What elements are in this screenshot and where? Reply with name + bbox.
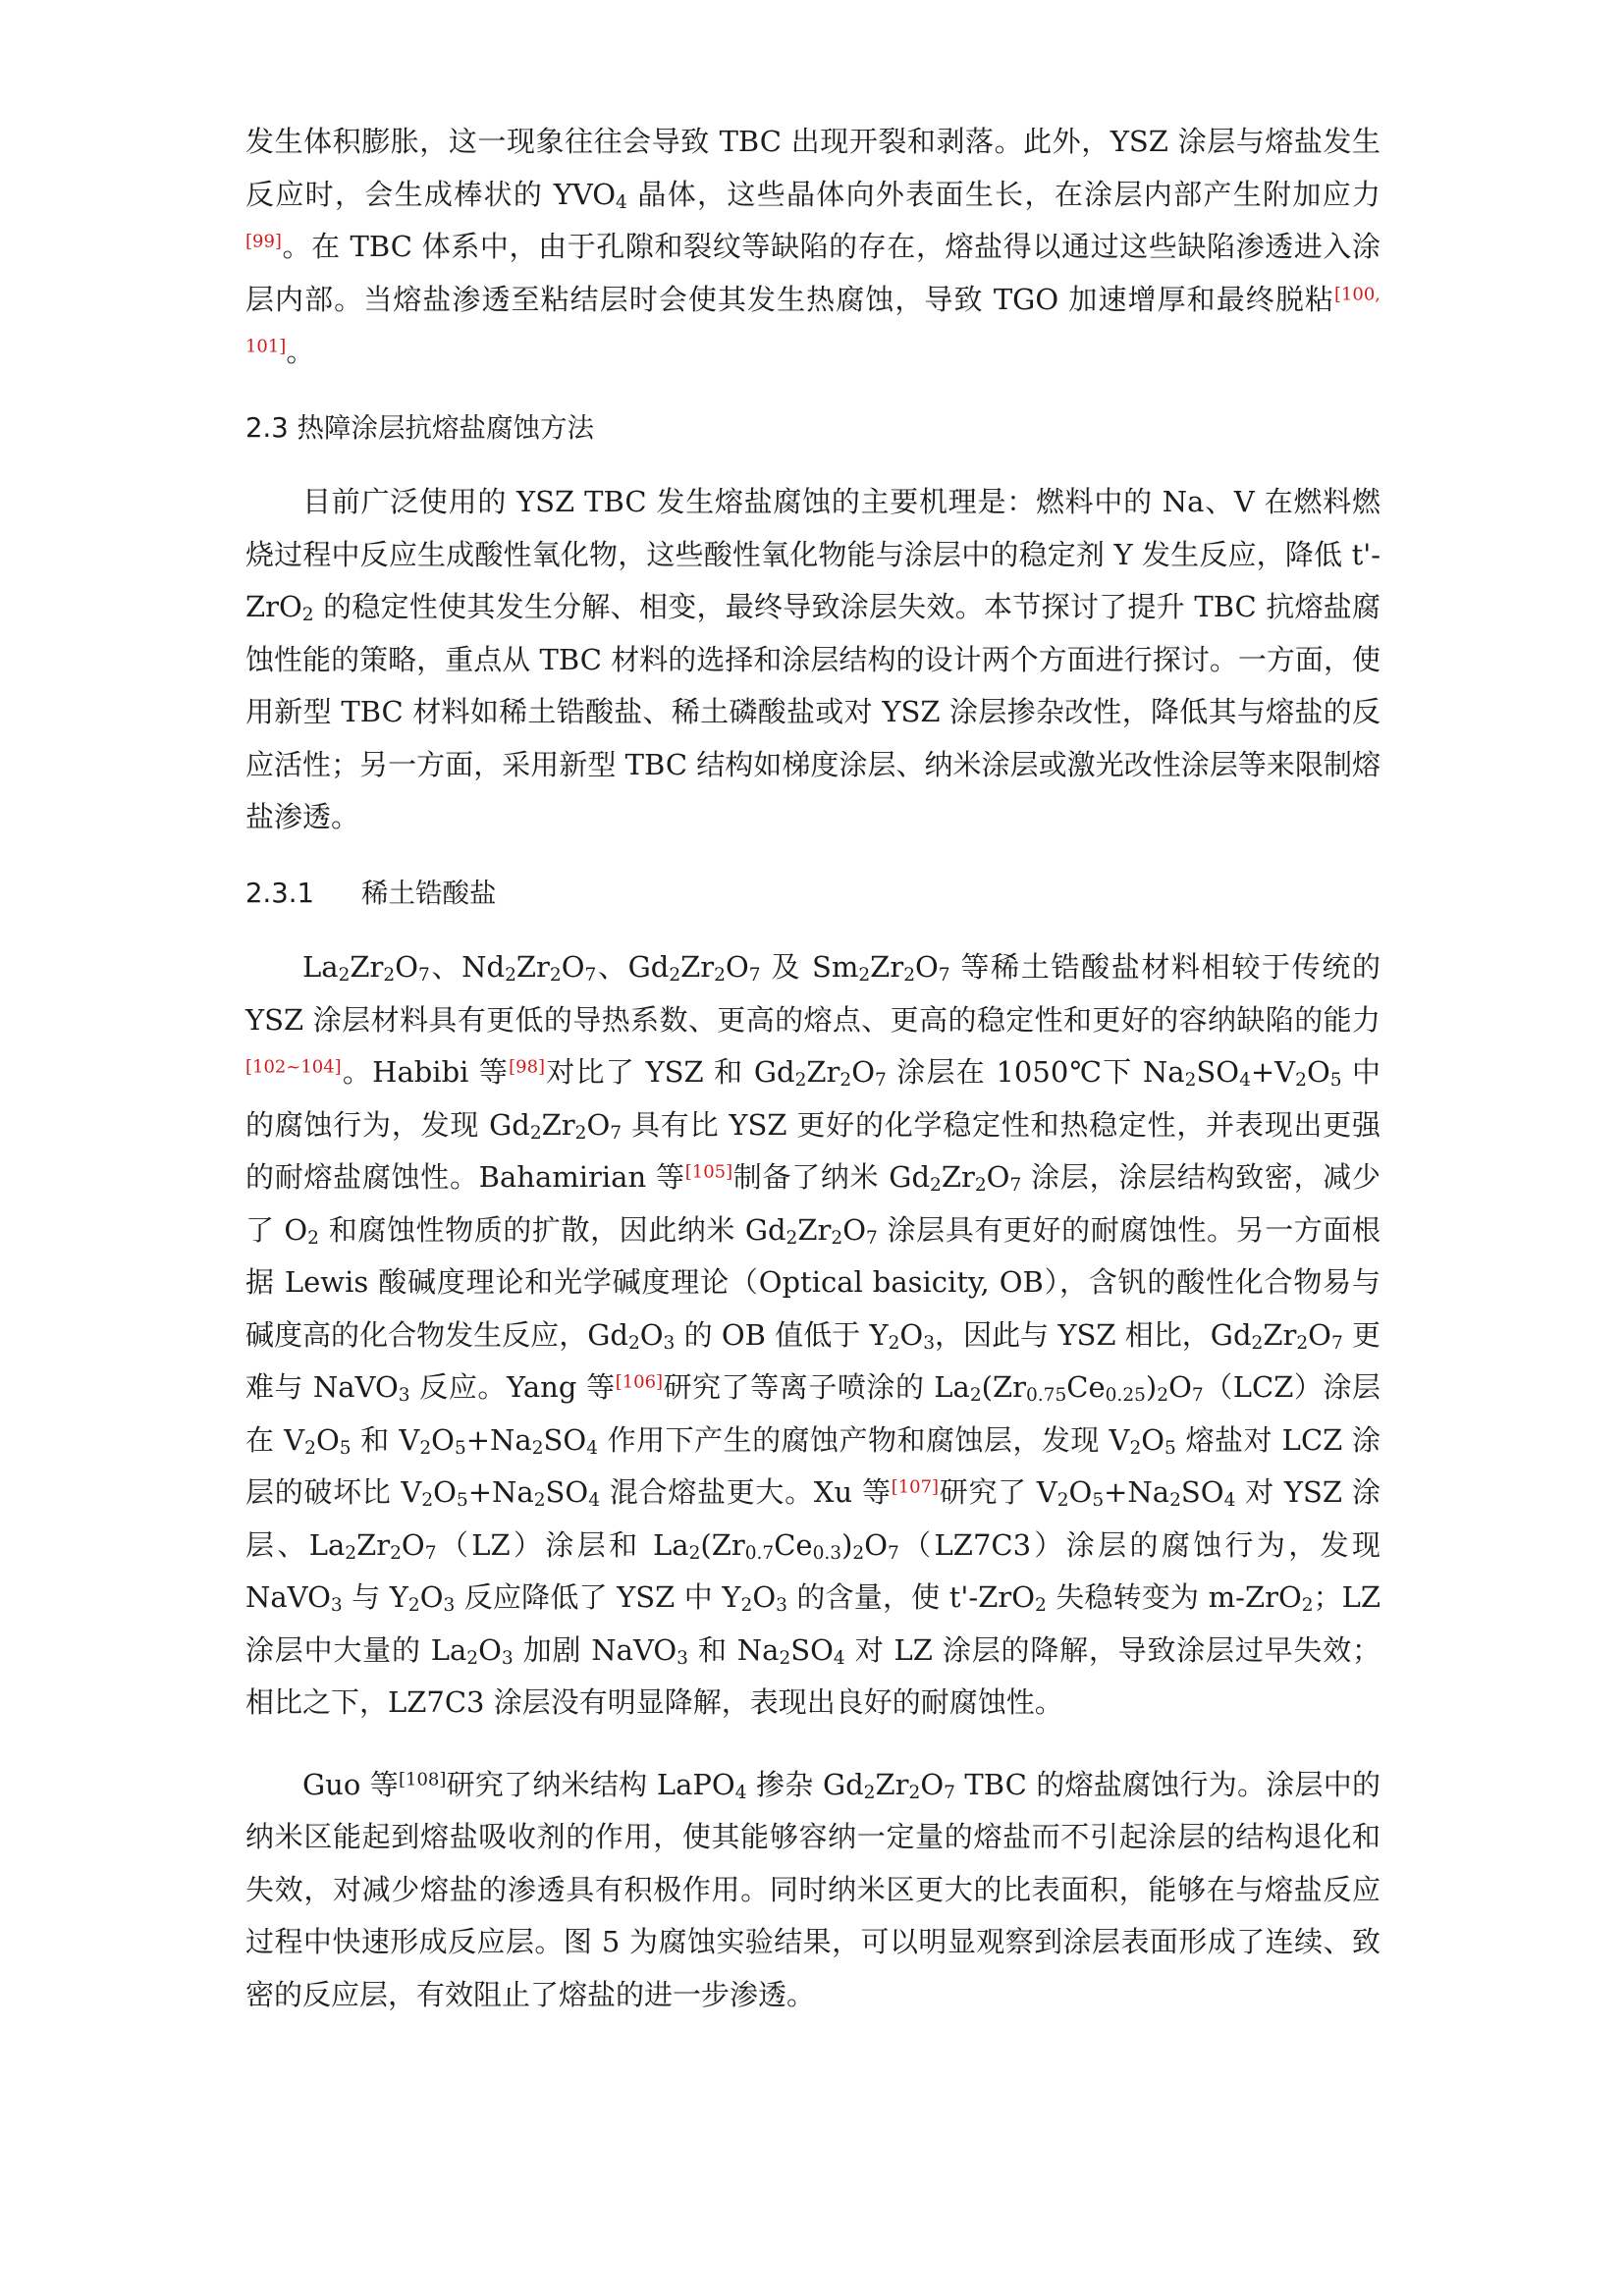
paper-page — [245, 116, 1380, 2021]
citation-ref[interactable]: [105] — [684, 1161, 733, 1183]
subscript: 2 — [974, 1175, 987, 1197]
subscript: 2 — [338, 965, 351, 987]
section-heading-2-3-1 — [245, 868, 1380, 921]
text-run: SO — [543, 1422, 587, 1457]
text-run: O — [431, 1422, 455, 1457]
subscript: 2 — [307, 1227, 319, 1249]
text-run: Guo 等 — [302, 1767, 400, 1801]
text-run: O — [586, 1107, 611, 1142]
subscript: 2 — [419, 1437, 432, 1459]
subscript: 7 — [1191, 1385, 1204, 1407]
text-run: O — [1308, 1317, 1331, 1352]
text-run: La — [302, 950, 339, 984]
subscript: 2 — [304, 1437, 316, 1459]
text-run: O — [1068, 1475, 1093, 1509]
text-run: O — [419, 1580, 444, 1614]
subscript: 0.3 — [812, 1542, 842, 1564]
subscript: 4 — [586, 1437, 598, 1459]
subscript: 3 — [677, 1647, 688, 1669]
text-run: Ce — [1066, 1370, 1106, 1404]
text-run: Zr — [515, 950, 550, 984]
text-run: 。 — [286, 335, 315, 368]
text-run: Zr — [941, 1160, 975, 1194]
subscript: 2 — [505, 965, 516, 987]
subscript: 3 — [776, 1595, 787, 1617]
subscript: 2 — [1184, 1070, 1197, 1092]
subscript: 4 — [588, 1490, 600, 1512]
text-run: O — [561, 950, 585, 984]
text-run: 。Habibi 等 — [341, 1055, 510, 1089]
text-run: 的稳定性使其发生分解、相变，最终导致涂层失效。本节探讨了提升 TBC 抗熔盐腐蚀性能的策略，重点从 TBC 材料的选择和涂层结构的设计两个方面进行探讨。一方面，使用新型 TBC 材料如稀土锆酸盐、稀土磷酸盐或对 YSZ 涂层掺杂改性，降低其与熔盐的反应活性；另一方面，采用新型 TBC 结构如梯度涂层、纳米涂层或激光改性涂层等来限制熔盐渗透。 — [245, 590, 1380, 833]
text-run: 涂层具有更好的耐腐蚀性。另一方面根据 Lewis 酸碱度理论和光学碱度理论（Optical basicity, OB），含钒的酸性化合物易与碱度高的化合物发生反应，Gd — [245, 1212, 1380, 1352]
section-title: 稀土锆酸盐 — [361, 877, 497, 909]
text-run: Zr — [356, 1527, 391, 1562]
text-run: Zr — [870, 950, 904, 984]
text-run: O — [725, 950, 749, 984]
text-run: 和 V — [351, 1422, 420, 1457]
subscript: 5 — [339, 1437, 352, 1459]
text-run: SO — [790, 1632, 834, 1667]
subscript: 0.7 — [744, 1542, 775, 1564]
subscript: 3 — [330, 1595, 343, 1617]
text-run: 更难与 NaVO — [245, 1317, 1381, 1404]
citation-ref[interactable]: [106] — [615, 1371, 664, 1393]
subscript: 5 — [456, 1490, 468, 1512]
text-run: 、Nd — [429, 950, 506, 984]
subscript: 3 — [923, 1332, 936, 1354]
subscript: 2 — [908, 1782, 921, 1803]
citation-ref[interactable]: [99] — [245, 231, 282, 252]
text-run: SO — [1180, 1475, 1224, 1509]
subscript: 0.25 — [1105, 1385, 1146, 1407]
text-run: 。在 TBC 体系中，由于孔隙和裂纹等缺陷的存在，熔盐得以通过这些缺陷渗透进入涂层内部。当熔盐渗透至粘结层时会使其发生热腐蚀，导致 TGO 加速增厚和最终脱粘 — [245, 230, 1380, 316]
text-run: 等稀土锆酸盐材料相较于传统的 YSZ 涂层材料具有更低的导热系数、更高的熔点、更高的稳定性和更好的容纳缺陷的能力 — [245, 950, 1380, 1037]
paragraph-rare-earth-zirconate — [245, 941, 1380, 1730]
text-run: SO — [545, 1475, 589, 1509]
subscript: 5 — [454, 1437, 466, 1459]
paragraph-mechanism — [245, 476, 1380, 844]
text-run: O — [639, 1317, 664, 1352]
text-run: ) — [841, 1527, 853, 1562]
subscript: 3 — [398, 1385, 410, 1407]
subscript: 7 — [938, 965, 950, 987]
text-run: TBC 的熔盐腐蚀行为。涂层中的纳米区能起到熔盐吸收剂的作用，使其能够容纳一定量的熔盐而不引起涂层的结构退化和失效，对减少熔盐的渗透具有积极作用。同时纳米区更大的比表面积，能够在与熔盐反应过程中快速形成反应层。图 5 为腐蚀实验结果，可以明显观察到涂层表面形成了连续、致密的反应层，有效阻止了熔盐的进一步渗透。 — [245, 1767, 1380, 2011]
text-run: 及 Sm — [760, 950, 859, 984]
text-run: 混合熔盐更大。Xu 等 — [600, 1475, 892, 1509]
text-run: 、Gd — [596, 950, 670, 984]
text-run: O — [842, 1212, 866, 1247]
text-run: O — [915, 950, 939, 984]
subscript: 4 — [734, 1782, 747, 1803]
subscript: 2 — [390, 1542, 402, 1564]
text-run: 和 Na — [687, 1632, 780, 1667]
subscript: 2 — [852, 1542, 865, 1564]
subscript: 2 — [531, 1437, 544, 1459]
subscript: 2 — [574, 1122, 587, 1144]
section-heading-2-3: 2.3 热障涂层抗熔盐腐蚀方法 — [245, 411, 594, 444]
text-run: O — [315, 1422, 340, 1457]
text-run: ；LZ 涂层中大量的 La — [245, 1580, 1380, 1667]
text-run: 熔盐对 LCZ 涂层的破坏比 V — [245, 1422, 1380, 1509]
paragraph-gap — [245, 1730, 1380, 1759]
subscript: 7 — [865, 1227, 878, 1249]
text-run: Zr — [806, 1055, 840, 1089]
text-run: (Zr — [981, 1370, 1026, 1404]
subscript: 2 — [858, 965, 871, 987]
subscript: 7 — [748, 965, 761, 987]
text-run: 反应。Yang 等 — [409, 1370, 616, 1404]
subscript: 2 — [839, 1070, 852, 1092]
text-run: 的含量，使 t'-ZrO — [786, 1580, 1035, 1614]
subscript: 2 — [714, 965, 726, 987]
text-run: 的 OB 值低于 Y — [675, 1317, 889, 1352]
text-run: 掺杂 Gd — [746, 1767, 864, 1801]
text-run: 涂层在 1050℃下 Na — [886, 1055, 1185, 1089]
text-run: (Zr — [700, 1527, 745, 1562]
text-run: 失稳转变为 m-ZrO — [1046, 1580, 1302, 1614]
paragraph-continuation — [245, 116, 1380, 379]
text-run: 研究了等离子喷涂的 La — [663, 1370, 970, 1404]
text-run: +V — [1250, 1055, 1296, 1089]
text-run: O — [864, 1527, 888, 1562]
subscript: 4 — [1223, 1490, 1236, 1512]
subscript: 2 — [345, 1542, 357, 1564]
text-run: 制备了纳米 Gd — [732, 1160, 931, 1194]
subscript: 2 — [863, 1782, 876, 1803]
subscript: 3 — [501, 1647, 514, 1669]
citation-ref[interactable]: [100, 101] — [245, 284, 1380, 357]
citation-ref[interactable]: [102~104] — [245, 1056, 342, 1078]
subscript: 7 — [424, 1542, 437, 1564]
text-run: 具有比 YSZ 更好的化学稳定性和热稳定性，并表现出更强的耐熔盐腐蚀性。Bahamirian 等 — [245, 1107, 1380, 1194]
subscript: 2 — [1301, 1595, 1314, 1617]
text-run: Zr — [680, 950, 715, 984]
citation-ref[interactable]: [107] — [891, 1476, 940, 1498]
subscript: 0.75 — [1025, 1385, 1067, 1407]
text-run: O — [899, 1317, 924, 1352]
text-run: Zr — [350, 950, 384, 984]
text-run: 中的腐蚀行为，发现 Gd — [245, 1055, 1380, 1142]
subscript: 2 — [549, 965, 562, 987]
subscript: 4 — [616, 191, 627, 213]
text-run: 反应降低了 YSZ 中 Y — [455, 1580, 741, 1614]
subscript: 2 — [794, 1070, 807, 1092]
subscript: 2 — [301, 605, 314, 626]
subscript: 2 — [1157, 1385, 1169, 1407]
subscript: 7 — [584, 965, 597, 987]
text-run: 发生体积膨胀，这一现象往往会导致 TBC 出现开裂和剥落。此外，YSZ 涂层与熔盐发生反应时，会生成棒状的 YVO — [245, 125, 1380, 211]
text-run: Zr — [875, 1767, 909, 1801]
text-run: O — [1306, 1055, 1330, 1089]
subscript: 7 — [1330, 1332, 1343, 1354]
subscript: 5 — [1092, 1490, 1105, 1512]
text-run: O — [920, 1767, 945, 1801]
subscript: 2 — [779, 1647, 791, 1669]
text-run: 和腐蚀性物质的扩散，因此纳米 Gd — [318, 1212, 786, 1247]
text-run: ) — [1145, 1370, 1158, 1404]
text-run: 作用下产生的腐蚀产物和腐蚀层，发现 V — [598, 1422, 1130, 1457]
subscript: 7 — [874, 1070, 887, 1092]
text-run: O — [395, 950, 418, 984]
subscript: 3 — [443, 1595, 456, 1617]
subscript: 2 — [1295, 1070, 1307, 1092]
text-run: 研究了 V — [939, 1475, 1057, 1509]
text-run: 与 Y — [342, 1580, 408, 1614]
subscript: 2 — [383, 965, 396, 987]
text-run: SO — [1196, 1055, 1240, 1089]
subscript: 7 — [1009, 1175, 1022, 1197]
text-run: O — [851, 1055, 875, 1089]
subscript: 2 — [930, 1175, 942, 1197]
subscript: 2 — [903, 965, 915, 987]
text-run: ，因此与 YSZ 相比，Gd — [935, 1317, 1252, 1352]
text-run: O — [433, 1475, 457, 1509]
subscript: 2 — [888, 1332, 900, 1354]
subscript: 7 — [944, 1782, 955, 1803]
text-run: O — [752, 1580, 777, 1614]
section-number: 2.3.1 — [245, 877, 314, 909]
text-run: Ce — [774, 1527, 813, 1562]
subscript: 2 — [1251, 1332, 1264, 1354]
citation-ref[interactable]: [108] — [399, 1769, 447, 1790]
subscript: 2 — [529, 1122, 542, 1144]
subscript: 7 — [417, 965, 430, 987]
subscript: 2 — [533, 1490, 546, 1512]
text-run: O — [401, 1527, 425, 1562]
subscript: 7 — [610, 1122, 623, 1144]
subscript: 2 — [421, 1490, 434, 1512]
subscript: 2 — [969, 1385, 982, 1407]
subscript: 5 — [1329, 1070, 1342, 1092]
subscript: 2 — [407, 1595, 420, 1617]
text-run: +Na — [1104, 1475, 1170, 1509]
subscript: 2 — [1296, 1332, 1309, 1354]
subscript: 2 — [785, 1227, 798, 1249]
text-run: O — [478, 1632, 502, 1667]
text-run: 涂层，涂层结构致密，减少了 O — [245, 1160, 1380, 1247]
text-run: 对 YSZ 涂层、La — [245, 1475, 1380, 1562]
text-run: Zr — [797, 1212, 832, 1247]
subscript: 3 — [663, 1332, 676, 1354]
text-run: 目前广泛使用的 YSZ TBC 发生熔盐腐蚀的主要机理是：燃料中的 Na、V 在燃料燃烧过程中反应生成酸性氧化物，这些酸性氧化物能与涂层中的稳定剂 Y 发生反应，降低 t'-ZrO — [245, 485, 1380, 623]
subscript: 2 — [740, 1595, 753, 1617]
text-run: +Na — [465, 1422, 532, 1457]
subscript: 5 — [1164, 1437, 1176, 1459]
subscript: 2 — [688, 1542, 701, 1564]
text-run: 对 LZ 涂层的降解，导致涂层过早失效；相比之下，LZ7C3 涂层没有明显降解，表现出良好的耐腐蚀性。 — [245, 1632, 1380, 1719]
subscript: 2 — [1056, 1490, 1069, 1512]
text-run: （LZ）涂层和 La — [436, 1527, 689, 1562]
subscript: 4 — [1239, 1070, 1251, 1092]
subscript: 2 — [627, 1332, 640, 1354]
subscript: 2 — [1035, 1595, 1047, 1617]
text-run: O — [1141, 1422, 1165, 1457]
subscript: 2 — [1169, 1490, 1181, 1512]
text-run: 对比了 YSZ 和 Gd — [545, 1055, 795, 1089]
subscript: 2 — [1129, 1437, 1142, 1459]
subscript: 2 — [831, 1227, 843, 1249]
subscript: 2 — [466, 1647, 479, 1669]
text-run: +Na — [467, 1475, 534, 1509]
text-run: 晶体，这些晶体向外表面生长，在涂层内部产生附加应力 — [626, 177, 1380, 211]
text-run: O — [986, 1160, 1010, 1194]
subscript: 4 — [833, 1647, 845, 1669]
text-run: Zr — [1263, 1317, 1297, 1352]
citation-ref[interactable]: [98] — [509, 1056, 546, 1078]
text-run: （LZ7C3）涂层的腐蚀行为，发现 NaVO — [245, 1527, 1380, 1614]
text-run: O — [1168, 1370, 1192, 1404]
paragraph-guo-study — [245, 1759, 1380, 2022]
subscript: 2 — [669, 965, 681, 987]
subscript: 7 — [888, 1542, 899, 1564]
text-run: （LCZ）涂层在 V — [245, 1370, 1380, 1457]
text-run: 研究了纳米结构 LaPO — [446, 1767, 735, 1801]
text-run: Zr — [541, 1107, 575, 1142]
text-run: 加剧 NaVO — [513, 1632, 677, 1667]
